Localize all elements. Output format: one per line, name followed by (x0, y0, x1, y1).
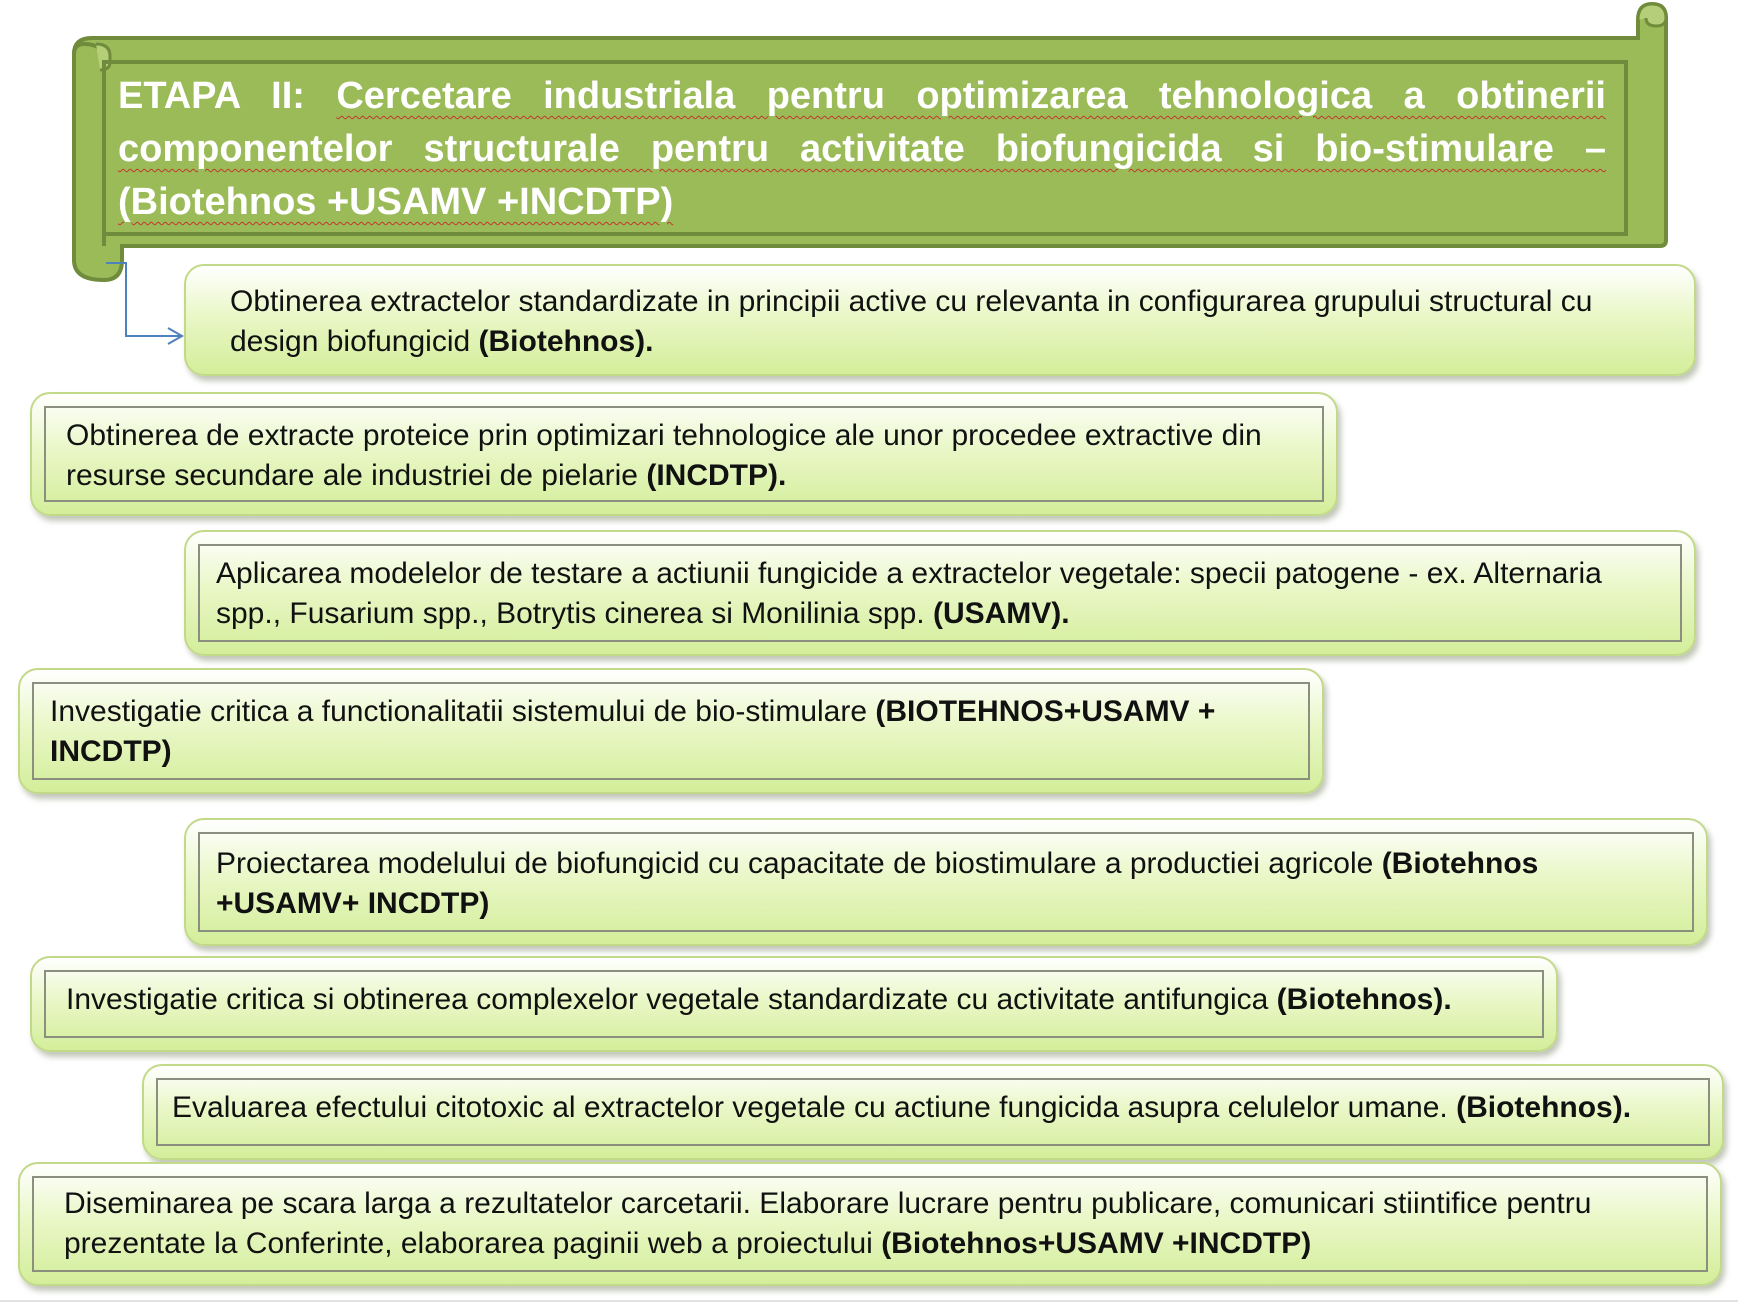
activity-box-5 (184, 818, 1708, 946)
activity-text-3: Aplicarea modelelor de testare a actiunii fungicide a extractelor vegetale: specii patogene - ex. Alternaria spp., Fusarium spp., Botrytis cinerea si Monilinia spp. (USAMV). (216, 557, 1602, 630)
activity-text-8: Diseminarea pe scara larga a rezultatelor carcetarii. Elaborare lucrare pentru publicare, comunicari stiintifice pentru prezentate la Conferinte, elaborarea paginii web a proiectului (Biotehnos+USAMV +INCDTP) (64, 1187, 1592, 1260)
connector-arrow (0, 0, 200, 360)
activity-box-4 (18, 668, 1324, 794)
activity-text-6: Investigatie critica si obtinerea complexelor vegetale standardizate cu activitate antifungica (Biotehnos). (66, 983, 1452, 1016)
stage-title-text: Cercetare industriala pentru optimizarea tehnologica a obtinerii componentelor structurale pentru activitate biofungicida si bio-stimulare – (Biotehnos +USAMV +INCDTP) (118, 75, 1606, 223)
page-bottom-rule (0, 1300, 1738, 1302)
activity-text-2: Obtinerea de extracte proteice prin optimizari tehnologice ale unor procedee extractive din resurse secundare ale industriei de pielarie (INCDTP). (66, 419, 1262, 492)
activity-text-4: Investigatie critica a functionalitatii sistemului de bio-stimulare (BIOTEHNOS+USAMV + INCDTP) (50, 695, 1216, 768)
activity-box-2 (30, 392, 1338, 516)
activity-text-1: Obtinerea extractelor standardizate in principii active cu relevanta in configurarea grupului structural cu design biofungicid (Biotehnos). (230, 285, 1593, 358)
stage-title (118, 70, 1606, 229)
stage-prefix: ETAPA II: (118, 75, 305, 117)
activity-box-7 (142, 1064, 1724, 1160)
activity-box-8 (18, 1162, 1722, 1286)
activity-box-3 (184, 530, 1696, 656)
activity-box-6 (30, 956, 1558, 1052)
activity-text-7: Evaluarea efectului citotoxic al extractelor vegetale cu actiune fungicida asupra celulelor umane. (Biotehnos). (172, 1091, 1632, 1124)
activity-text-5: Proiectarea modelului de biofungicid cu capacitate de biostimulare a productiei agricole (Biotehnos +USAMV+ INCDTP) (216, 847, 1539, 920)
activity-box-1 (184, 264, 1696, 376)
